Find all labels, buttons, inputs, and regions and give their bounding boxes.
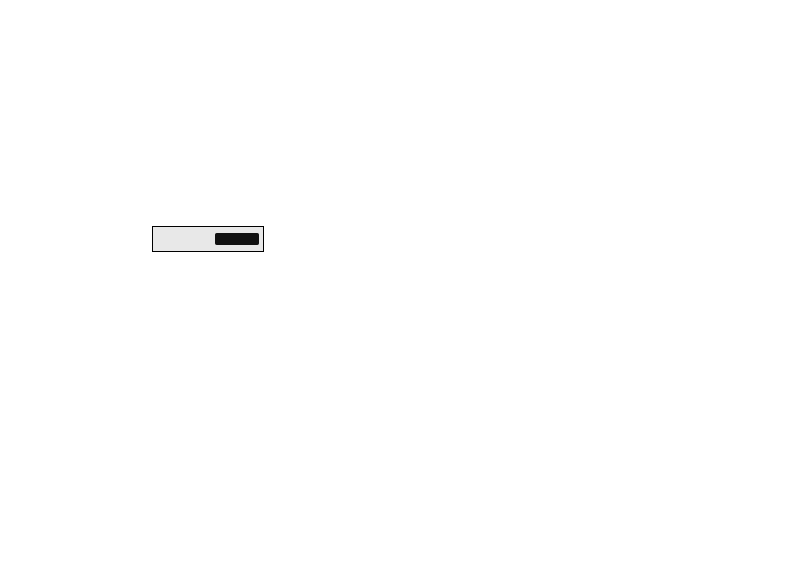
- blot-strip-pgp: [152, 226, 264, 252]
- blot-band: [215, 233, 259, 245]
